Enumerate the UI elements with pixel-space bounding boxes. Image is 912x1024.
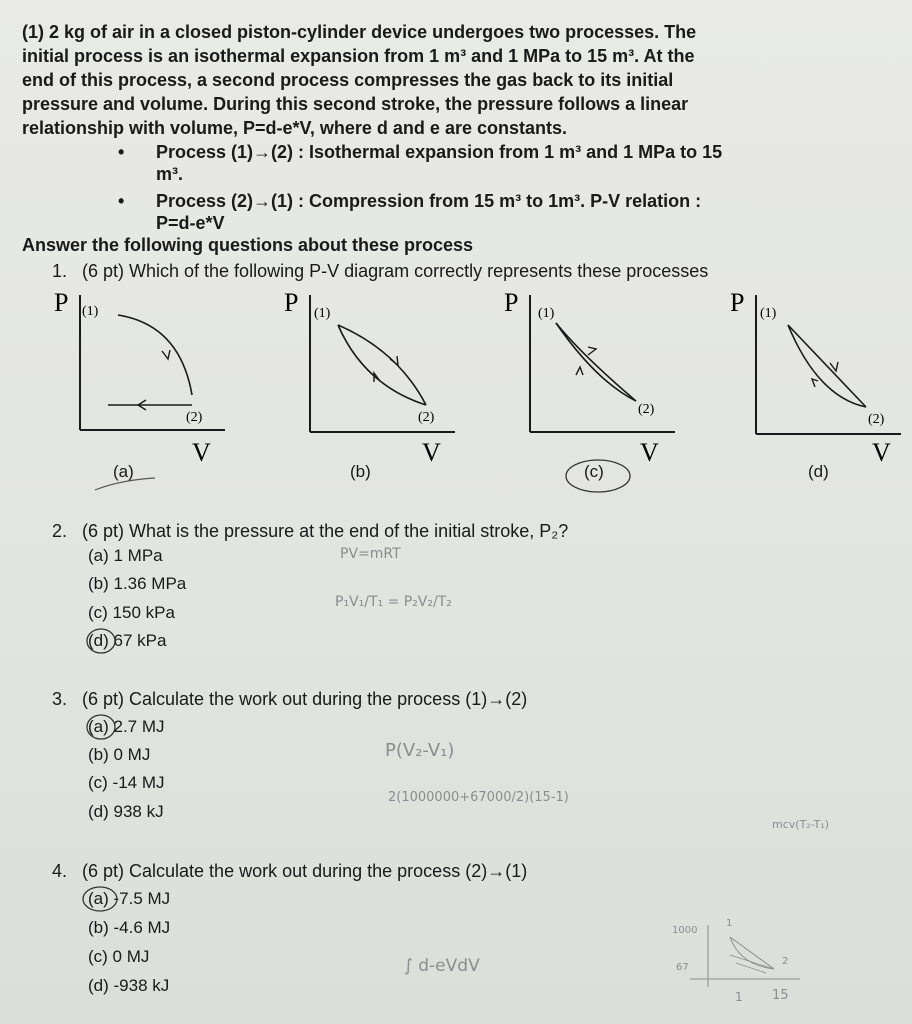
pencil-note: 1000 xyxy=(672,925,698,936)
state-1-label: (1) xyxy=(760,306,777,321)
state-2-label: (2) xyxy=(186,410,203,425)
pv-diagram-c[interactable] xyxy=(500,285,680,485)
state-1-label: (1) xyxy=(314,306,331,321)
question-text: (6 pt) Calculate the work out during the process (1)→(2) xyxy=(82,689,528,709)
state-2-label: (2) xyxy=(418,410,435,425)
question-4 xyxy=(52,861,527,882)
answer-circle xyxy=(84,626,118,656)
answer-option[interactable]: (a) 1 MPa xyxy=(88,546,163,565)
bullet-line: Process (1)→(2) : Isothermal expansion from 1 m³ and 1 MPa to 15 xyxy=(156,142,723,162)
p-axis-label: P xyxy=(284,288,299,317)
answer-option[interactable]: (d) 938 kJ xyxy=(88,802,164,821)
question-text: (6 pt) Which of the following P-V diagram correctly represents these processes xyxy=(82,261,709,281)
question-number: 4. xyxy=(52,861,68,881)
answer-option[interactable]: (d) 67 kPa xyxy=(88,631,167,650)
answer-heading: Answer the following questions about these process xyxy=(22,235,474,255)
option-label-b[interactable]: (b) xyxy=(350,462,371,481)
question-3 xyxy=(52,689,527,710)
v-axis-label: V xyxy=(640,438,659,467)
v-axis-label: V xyxy=(872,438,891,467)
answer-circle xyxy=(84,712,118,742)
option-label-c[interactable]: (c) xyxy=(584,462,604,481)
pencil-note: mcv(T₂-T₁) xyxy=(772,818,830,831)
state-2-label: (2) xyxy=(638,402,655,417)
state-1-label: (1) xyxy=(82,304,99,319)
question-1 xyxy=(52,261,708,282)
question-number: 2. xyxy=(52,521,68,541)
bullet-line: P=d-e*V xyxy=(156,213,225,233)
question-number: 1. xyxy=(52,261,68,281)
problem-statement xyxy=(22,20,892,140)
pencil-note: 15 xyxy=(772,988,789,1003)
pencil-note: P(V₂-V₁) xyxy=(385,740,455,761)
answer-circle xyxy=(80,884,120,914)
pencil-note: 2 xyxy=(782,956,789,967)
intro-line: (1) 2 kg of air in a closed piston-cylinder device undergoes two processes. The xyxy=(22,22,697,42)
answer-option[interactable]: (c) 0 MJ xyxy=(88,947,150,966)
intro-line: pressure and volume. During this second stroke, the pressure follows a linear xyxy=(22,94,689,114)
pencil-note: 2(1000000+67000/2)(15-1) xyxy=(388,790,569,805)
pencil-note: 67 xyxy=(676,962,689,973)
p-axis-label: P xyxy=(504,288,519,317)
pencil-note: P₁V₁/T₁ = P₂V₂/T₂ xyxy=(335,594,452,610)
intro-line: relationship with volume, P=d-e*V, where d and e are constants. xyxy=(22,118,567,138)
v-axis-label: V xyxy=(422,438,441,467)
p-axis-label: P xyxy=(54,288,69,317)
answer-option[interactable]: (c) -14 MJ xyxy=(88,773,165,792)
bullet-marker: • xyxy=(118,142,125,162)
question-number: 3. xyxy=(52,689,68,709)
pencil-strike xyxy=(90,472,160,494)
option-label-d[interactable]: (d) xyxy=(808,462,829,481)
answer-option[interactable]: (a) -7.5 MJ xyxy=(88,889,171,908)
option-label-a[interactable]: (a) xyxy=(113,462,134,481)
pencil-note: PV=mRT xyxy=(340,546,401,562)
p-axis-label: P xyxy=(730,288,745,317)
bullet-marker: • xyxy=(118,191,125,211)
pv-diagram-b[interactable] xyxy=(280,285,460,485)
pv-diagram-d[interactable] xyxy=(726,285,906,485)
state-2-label: (2) xyxy=(868,412,885,427)
intro-line: end of this process, a second process compresses the gas back to its initial xyxy=(22,70,674,90)
intro-line: initial process is an isothermal expansion from 1 m³ and 1 MPa to 15 m³. At the xyxy=(22,46,695,66)
answer-option[interactable]: (c) 150 kPa xyxy=(88,603,175,622)
answer-option[interactable]: (b) 0 MJ xyxy=(88,745,151,764)
answer-option[interactable]: (d) -938 kJ xyxy=(88,976,170,995)
answer-option[interactable]: (b) -4.6 MJ xyxy=(88,918,171,937)
question-text: (6 pt) What is the pressure at the end of the initial stroke, P₂? xyxy=(82,521,569,541)
state-1-label: (1) xyxy=(538,306,555,321)
answer-option[interactable]: (b) 1.36 MPa xyxy=(88,574,187,593)
question-2 xyxy=(52,521,568,542)
pencil-note: ∫ d-eVdV xyxy=(404,956,480,976)
v-axis-label: V xyxy=(192,438,211,467)
bullet-line: m³. xyxy=(156,164,183,184)
answer-option[interactable]: (a) 2.7 MJ xyxy=(88,717,165,736)
pencil-note: 1 xyxy=(735,990,743,1004)
pencil-note: 1 xyxy=(726,918,733,929)
question-text: (6 pt) Calculate the work out during the process (2)→(1) xyxy=(82,861,528,881)
pv-diagram-a[interactable] xyxy=(50,285,230,485)
bullet-line: Process (2)→(1) : Compression from 15 m³ to 1m³. P-V relation : xyxy=(156,191,702,211)
